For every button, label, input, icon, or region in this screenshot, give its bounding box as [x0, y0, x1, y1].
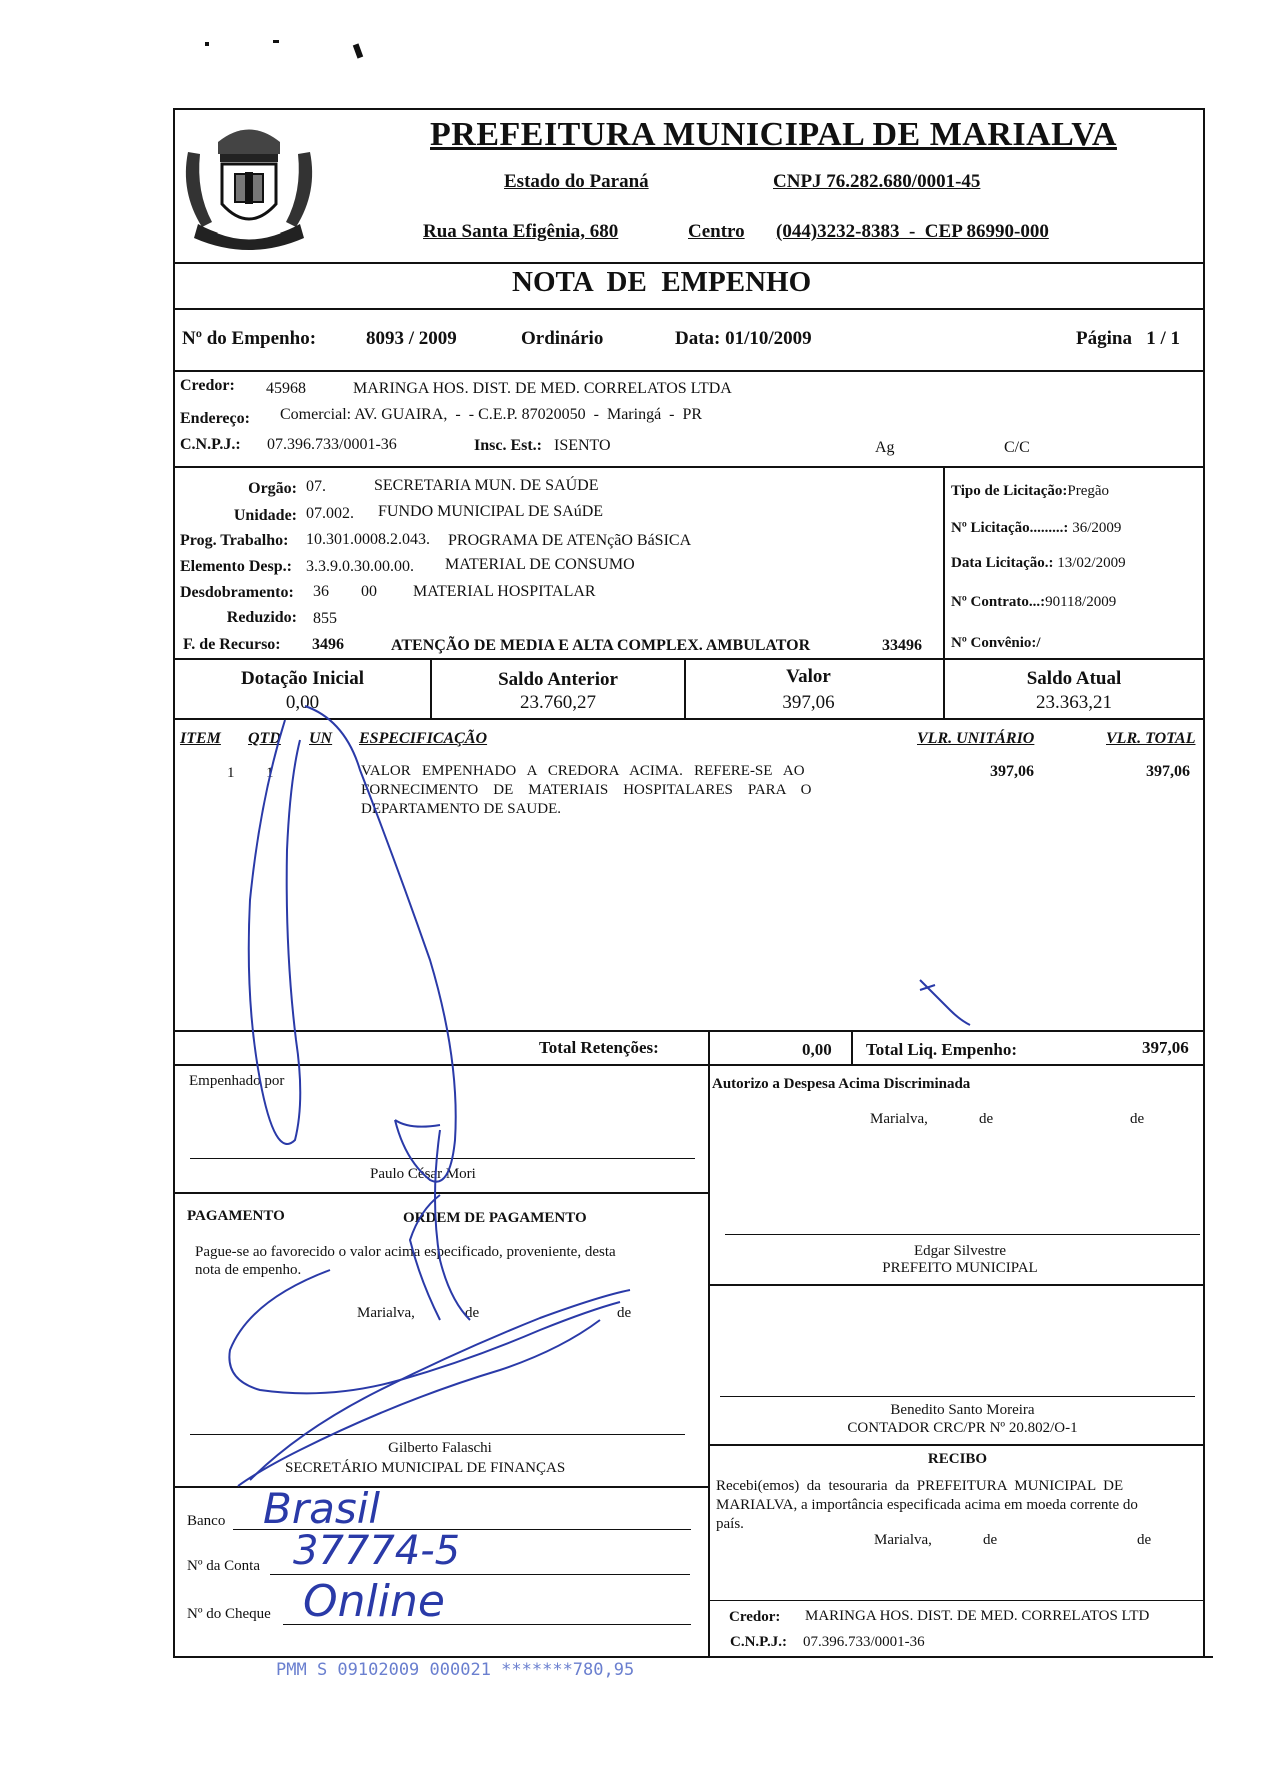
recibo-cnpj-label: C.N.P.J.:	[730, 1634, 787, 1650]
unidade-label: Unidade:	[233, 507, 297, 524]
agency-label: Ag	[875, 439, 895, 456]
page-number: Página 1 / 1	[1076, 328, 1180, 349]
autorizo-label: Autorizo a Despesa Acima Discriminada	[712, 1076, 971, 1092]
col-un: UN	[309, 730, 333, 747]
autorizo-de-1: de	[979, 1111, 994, 1127]
prog-trabalho-code: 10.301.0008.2.043.	[306, 531, 430, 548]
credor-address: Comercial: AV. GUAIRA, - - C.E.P. 87020050 - Maringá - PR	[280, 406, 703, 423]
recibo-cnpj-value: 07.396.733/0001-36	[803, 1634, 925, 1650]
recibo-label: RECIBO	[927, 1451, 988, 1467]
pagamento-de-1: de	[465, 1305, 480, 1321]
scan-mark	[353, 43, 363, 58]
saldo-atual-label: Saldo Atual	[1026, 668, 1122, 689]
pagamento-label: PAGAMENTO	[187, 1208, 285, 1224]
recibo-text-3: país.	[716, 1516, 744, 1532]
elemento-label: Elemento Desp.:	[180, 558, 292, 575]
total-retencoes-label: Total Retenções:	[539, 1038, 659, 1057]
desdobramento-label: Desdobramento:	[180, 584, 294, 601]
autorizo-local: Marialva,	[870, 1111, 928, 1127]
recurso-name: ATENÇÃO DE MEDIA E ALTA COMPLEX. AMBULATOR	[391, 637, 811, 654]
item-spec-line-1: VALOR EMPENHADO A CREDORA ACIMA. REFERE-SE AO	[361, 763, 805, 779]
contador-name: Benedito Santo Moreira	[890, 1402, 1035, 1418]
state-label: Estado do Paraná	[504, 171, 649, 192]
valor-value: 397,06	[782, 692, 835, 713]
orgao-name: SECRETARIA MUN. DE SAÚDE	[374, 477, 599, 494]
elemento-code: 3.3.9.0.30.00.00.	[306, 558, 414, 575]
secretario-name: Gilberto Falaschi	[388, 1440, 492, 1456]
municipality-title: PREFEITURA MUNICIPAL DE MARIALVA	[430, 116, 1117, 153]
desdobramento-name: MATERIAL HOSPITALAR	[413, 583, 596, 600]
credor-cnpj: 07.396.733/0001-36	[267, 436, 397, 453]
valor-label: Valor	[786, 666, 831, 687]
secretario-title: SECRETÁRIO MUNICIPAL DE FINANÇAS	[285, 1460, 566, 1476]
reduzido-label: Reduzido:	[226, 609, 297, 626]
item-unit-value: 397,06	[990, 763, 1034, 780]
autorizo-de-2: de	[1130, 1111, 1145, 1127]
saldo-anterior-label: Saldo Anterior	[498, 669, 618, 690]
cheque-handwritten: Online	[303, 1576, 445, 1627]
item-total-value: 397,06	[1146, 763, 1190, 780]
scan-mark	[205, 42, 209, 46]
recibo-de-1: de	[983, 1532, 998, 1548]
street-address: Rua Santa Efigênia, 680	[423, 221, 619, 242]
col-especificacao: ESPECIFICAÇÃO	[359, 730, 488, 747]
conta-label: Nº da Conta	[187, 1558, 260, 1574]
pagamento-de-2: de	[617, 1305, 632, 1321]
insc-est-label: Insc. Est.:	[474, 437, 543, 454]
orgao-code: 07.	[306, 478, 326, 495]
pagamento-text-1: Pague-se ao favorecido o valor acima especificado, proveniente, desta	[195, 1244, 616, 1260]
banco-handwritten: Brasil	[263, 1484, 381, 1533]
cheque-label: Nº do Cheque	[187, 1606, 271, 1622]
numero-licitacao: Nº Licitação.........: 36/2009	[951, 520, 1122, 536]
recibo-de-2: de	[1137, 1532, 1152, 1548]
numero-convenio: Nº Convênio:/	[951, 635, 1041, 651]
prog-trabalho-name: PROGRAMA DE ATENçãO BáSICA	[448, 532, 692, 549]
col-item: ITEM	[180, 730, 221, 747]
printed-stamp: PMM S 09102009 000021 *******780,95	[276, 1660, 635, 1680]
ordem-pagamento-label: ORDEM DE PAGAMENTO	[403, 1210, 587, 1226]
recurso-code: 3496	[312, 636, 344, 653]
recurso-number: 33496	[882, 637, 922, 654]
municipal-coat-of-arms	[178, 112, 320, 258]
document-title: NOTA DE EMPENHO	[512, 266, 812, 298]
cnpj-label: CNPJ 76.282.680/0001-45	[773, 171, 981, 192]
recibo-credor-label: Credor:	[729, 1609, 781, 1625]
item-spec-line-2: FORNECIMENTO DE MATERIAIS HOSPITALARES PARA O	[361, 782, 812, 798]
total-retencoes-value: 0,00	[802, 1040, 832, 1059]
empenhado-por-name: Paulo César Mori	[370, 1166, 476, 1182]
elemento-name: MATERIAL DE CONSUMO	[445, 556, 635, 573]
reduzido-value: 855	[313, 610, 337, 627]
endereco-label: Endereço:	[180, 410, 250, 427]
item-qtd: 1	[266, 765, 274, 781]
prefeito-name: Edgar Silvestre	[913, 1243, 1007, 1259]
contador-title: CONTADOR CRC/PR Nº 20.802/O-1	[847, 1420, 1078, 1436]
saldo-atual-value: 23.363,21	[1036, 692, 1112, 713]
total-liquido-value: 397,06	[1142, 1038, 1189, 1057]
empenhado-por-label: Empenhado por	[189, 1073, 285, 1089]
saldo-anterior-value: 23.760,27	[520, 692, 596, 713]
numero-contrato: Nº Contrato...:90118/2009	[951, 594, 1117, 610]
recibo-text-1: Recebi(emos) da tesouraria da PREFEITURA MUNICIPAL DE	[716, 1478, 1124, 1494]
recurso-label: F. de Recurso:	[183, 636, 281, 653]
orgao-label: Orgão:	[248, 480, 297, 497]
recibo-text-2: MARIALVA, a importância especificada acima em moeda corrente do	[716, 1497, 1138, 1513]
item-number: 1	[227, 765, 235, 781]
prefeito-title: PREFEITO MUNICIPAL	[882, 1260, 1038, 1276]
unidade-code: 07.002.	[306, 505, 354, 522]
scan-mark	[273, 40, 279, 43]
desdobramento-sub: 00	[361, 583, 377, 600]
col-vlr-total: VLR. TOTAL	[1106, 730, 1196, 747]
banco-label: Banco	[187, 1513, 226, 1529]
col-vlr-unitario: VLR. UNITÁRIO	[917, 730, 1035, 747]
account-label: C/C	[1004, 439, 1030, 456]
credor-label: Credor:	[180, 377, 235, 394]
col-qtd: QTD	[248, 730, 281, 747]
prog-trabalho-label: Prog. Trabalho:	[180, 532, 289, 549]
item-spec-line-3: DEPARTAMENTO DE SAUDE.	[361, 801, 561, 817]
empenho-number: 8093 / 2009	[366, 328, 457, 349]
empenho-type: Ordinário	[521, 328, 604, 349]
credor-name: MARINGA HOS. DIST. DE MED. CORRELATOS LTDA	[353, 380, 732, 397]
recibo-local: Marialva,	[874, 1532, 932, 1548]
credor-code: 45968	[266, 380, 306, 397]
total-liquido-label: Total Liq. Empenho:	[866, 1040, 1017, 1059]
desdobramento-code: 36	[313, 583, 329, 600]
district: Centro	[688, 221, 745, 242]
empenho-number-label: Nº do Empenho:	[182, 328, 317, 349]
pagamento-local: Marialva,	[357, 1305, 415, 1321]
phone-cep: (044)3232-8383 - CEP 86990-000	[776, 221, 1049, 242]
data-licitacao: Data Licitação.: 13/02/2009	[951, 555, 1126, 571]
conta-handwritten: 37774-5	[293, 1528, 461, 1574]
dotacao-inicial-label: Dotação Inicial	[241, 668, 364, 689]
empenho-date: Data: 01/10/2009	[675, 328, 812, 349]
recibo-credor-name: MARINGA HOS. DIST. DE MED. CORRELATOS LTD	[805, 1608, 1150, 1624]
unidade-name: FUNDO MUNICIPAL DE SAúDE	[378, 503, 604, 520]
tipo-licitacao-label: Tipo de Licitação:Pregão	[951, 483, 1110, 499]
pagamento-text-2: nota de empenho.	[195, 1262, 302, 1278]
dotacao-inicial-value: 0,00	[285, 692, 320, 713]
credor-cnpj-label: C.N.P.J.:	[180, 436, 241, 453]
insc-est-value: ISENTO	[554, 437, 611, 454]
